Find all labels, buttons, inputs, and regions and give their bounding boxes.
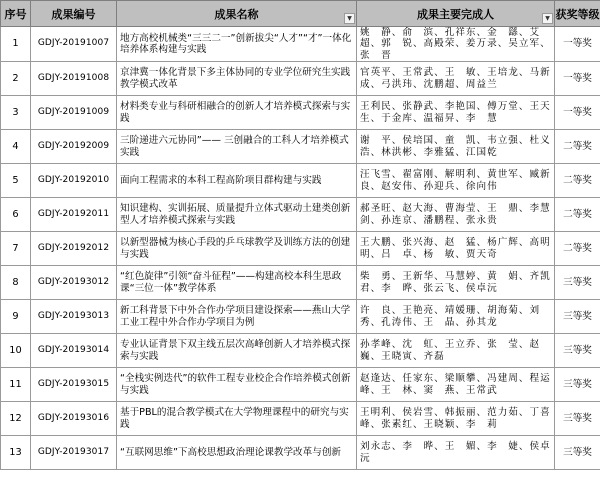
table-row[interactable] — [1, 402, 600, 436]
cell-award[interactable]: 二等奖 — [555, 130, 600, 164]
cell-award[interactable]: 一等奖 — [555, 96, 600, 130]
cell-award[interactable]: 一等奖 — [555, 62, 600, 96]
cell-code[interactable]: GDJY-20193016 — [31, 402, 117, 436]
cell-index[interactable]: 8 — [1, 266, 31, 300]
cell-code[interactable]: GDJY-20193013 — [31, 300, 117, 334]
cell-people[interactable]: 谢 平、侯培国、童 凯、韦立强、杜义浩、林洪彬、李雅猛、江国乾 — [357, 130, 555, 164]
cell-name[interactable]: “红色旋律”引领“奋斗征程”——构建高校本科生思政课“三位一体”教学体系 — [117, 266, 357, 300]
cell-award[interactable]: 二等奖 — [555, 164, 600, 198]
header-code[interactable]: 成果编号 — [31, 1, 117, 27]
table-row[interactable] — [1, 62, 600, 96]
table-row[interactable] — [1, 198, 600, 232]
cell-name[interactable]: 三阶递进六元协同”—— 三创融合的工科人才培养模式实践 — [117, 130, 357, 164]
table-row[interactable] — [1, 334, 600, 368]
header-name[interactable]: 成果名称 ▼ — [117, 1, 357, 27]
cell-award[interactable]: 三等奖 — [555, 300, 600, 334]
cell-people[interactable]: 孙孝峰、沈 虹、王立乔、张 莹、赵巍、王晓寅、齐磊 — [357, 334, 555, 368]
filter-dropdown-icon[interactable]: ▼ — [542, 13, 553, 24]
cell-index[interactable]: 9 — [1, 300, 31, 334]
cell-index[interactable]: 6 — [1, 198, 31, 232]
cell-people[interactable]: 王明利、侯岩雪、韩振丽、范力茹、丁喜峰、张素红、王晓颖、李 莉 — [357, 402, 555, 436]
cell-people[interactable]: 王利民、张静武、李艳国、傅万堂、王天生、于金库、温福昇、李 慧 — [357, 96, 555, 130]
table-row[interactable] — [1, 164, 600, 198]
table-row[interactable] — [1, 96, 600, 130]
header-people[interactable]: 成果主要完成人 ▼ — [357, 1, 555, 27]
cell-award[interactable]: 三等奖 — [555, 402, 600, 436]
cell-people[interactable]: 汪飞雪、翟富刚、解明利、黄世军、臧新良、赵安伟、孙迎兵、徐向伟 — [357, 164, 555, 198]
header-award[interactable]: 获奖等级 — [555, 1, 600, 27]
cell-code[interactable]: GDJY-20191007 — [31, 27, 117, 62]
cell-index[interactable]: 4 — [1, 130, 31, 164]
cell-index[interactable]: 13 — [1, 436, 31, 470]
cell-index[interactable]: 1 — [1, 27, 31, 62]
cell-code[interactable]: GDJY-20193012 — [31, 266, 117, 300]
cell-index[interactable]: 2 — [1, 62, 31, 96]
cell-name[interactable]: 新工科背景下中外合作办学项目建设探索——燕山大学工业工程中外合作办学项目为例 — [117, 300, 357, 334]
cell-name[interactable]: “全栈实例迭代”的软件工程专业校企合作培养模式创新与实践 — [117, 368, 357, 402]
cell-name[interactable]: 地方高校机械类“三三二一”创新拔尖“人才”“才”一体化培养体系构建与实践 — [117, 27, 357, 62]
cell-name[interactable]: 材料类专业与科研相融合的创新人才培养模式探索与实践 — [117, 96, 357, 130]
cell-index[interactable]: 3 — [1, 96, 31, 130]
header-row — [1, 1, 600, 27]
cell-code[interactable]: GDJY-20193017 — [31, 436, 117, 470]
cell-code[interactable]: GDJY-20192009 — [31, 130, 117, 164]
cell-code[interactable]: GDJY-20192010 — [31, 164, 117, 198]
table-row[interactable] — [1, 266, 600, 300]
cell-name[interactable]: 基于PBL的混合教学模式在大学物理课程中的研究与实践 — [117, 402, 357, 436]
cell-name[interactable]: 专业认证背景下双主线五层次高峰创新人才培养模式探索与实践 — [117, 334, 357, 368]
cell-name[interactable]: “互联网思维”下高校思想政治理论课教学改革与创新 — [117, 436, 357, 470]
header-index[interactable]: 序号 — [1, 1, 31, 27]
cell-code[interactable]: GDJY-20193014 — [31, 334, 117, 368]
cell-index[interactable]: 10 — [1, 334, 31, 368]
table-row[interactable] — [1, 130, 600, 164]
cell-award[interactable]: 三等奖 — [555, 368, 600, 402]
cell-index[interactable]: 12 — [1, 402, 31, 436]
table-row[interactable] — [1, 27, 600, 62]
cell-award[interactable]: 三等奖 — [555, 266, 600, 300]
cell-name[interactable]: 面向工程需求的本科工程高阶项目群构建与实践 — [117, 164, 357, 198]
cell-people[interactable]: 官英平、王常武、王 敏、王培龙、马新成、弓洪玮、沈鹏超、周益兰 — [357, 62, 555, 96]
cell-name[interactable]: 以新型器械为核心手段的乒乓球教学及训练方法的创建与实践 — [117, 232, 357, 266]
cell-award[interactable]: 三等奖 — [555, 334, 600, 368]
cell-index[interactable]: 5 — [1, 164, 31, 198]
cell-name[interactable]: 京津冀一体化背景下多主体协同的专业学位研究生实践教学模式改革 — [117, 62, 357, 96]
cell-people[interactable]: 郝圣旺、赵大海、曹海莹、王 鼎、李慧剑、孙连京、潘鹏程、张永贵 — [357, 198, 555, 232]
cell-index[interactable]: 7 — [1, 232, 31, 266]
cell-award[interactable]: 一等奖 — [555, 27, 600, 62]
cell-award[interactable]: 二等奖 — [555, 198, 600, 232]
cell-people[interactable]: 赵逢达、任家东、梁顺攀、冯建周、程运峰、王 林、窦 燕、王常武 — [357, 368, 555, 402]
cell-people[interactable]: 柴 勇、王新华、马慧婷、黄 娟、齐凯君、李 晔、张云飞、侯卓沅 — [357, 266, 555, 300]
cell-people[interactable]: 刘永志、李 晔、王 媚、李 婕、侯卓沅 — [357, 436, 555, 470]
cell-code[interactable]: GDJY-20193015 — [31, 368, 117, 402]
table-row[interactable] — [1, 436, 600, 470]
cell-code[interactable]: GDJY-20192012 — [31, 232, 117, 266]
cell-code[interactable]: GDJY-20191009 — [31, 96, 117, 130]
table-row[interactable] — [1, 232, 600, 266]
cell-people[interactable]: 姚 静、俞 滨、孔祥东、金 繇、艾 超、郭 锐、高殿荣、姜万录、吴立军、张 晋 — [357, 27, 555, 62]
cell-code[interactable]: GDJY-20192011 — [31, 198, 117, 232]
cell-award[interactable]: 二等奖 — [555, 232, 600, 266]
cell-code[interactable]: GDJY-20191008 — [31, 62, 117, 96]
cell-award[interactable]: 三等奖 — [555, 436, 600, 470]
table-row[interactable] — [1, 300, 600, 334]
cell-index[interactable]: 11 — [1, 368, 31, 402]
cell-people[interactable]: 王大鹏、张兴海、赵 猛、杨广辉、高明明、吕 卓、杨 敏、贾天奇 — [357, 232, 555, 266]
cell-name[interactable]: 知识建构、实训拓展、质量提升立体式驱动土建类创新型人才培养模式探索与实践 — [117, 198, 357, 232]
filter-dropdown-icon[interactable]: ▼ — [344, 13, 355, 24]
cell-people[interactable]: 许 良、王艳亮、靖媛珊、胡海菊、刘 秀、孔涛伟、王 晶、孙其龙 — [357, 300, 555, 334]
table-row[interactable] — [1, 368, 600, 402]
